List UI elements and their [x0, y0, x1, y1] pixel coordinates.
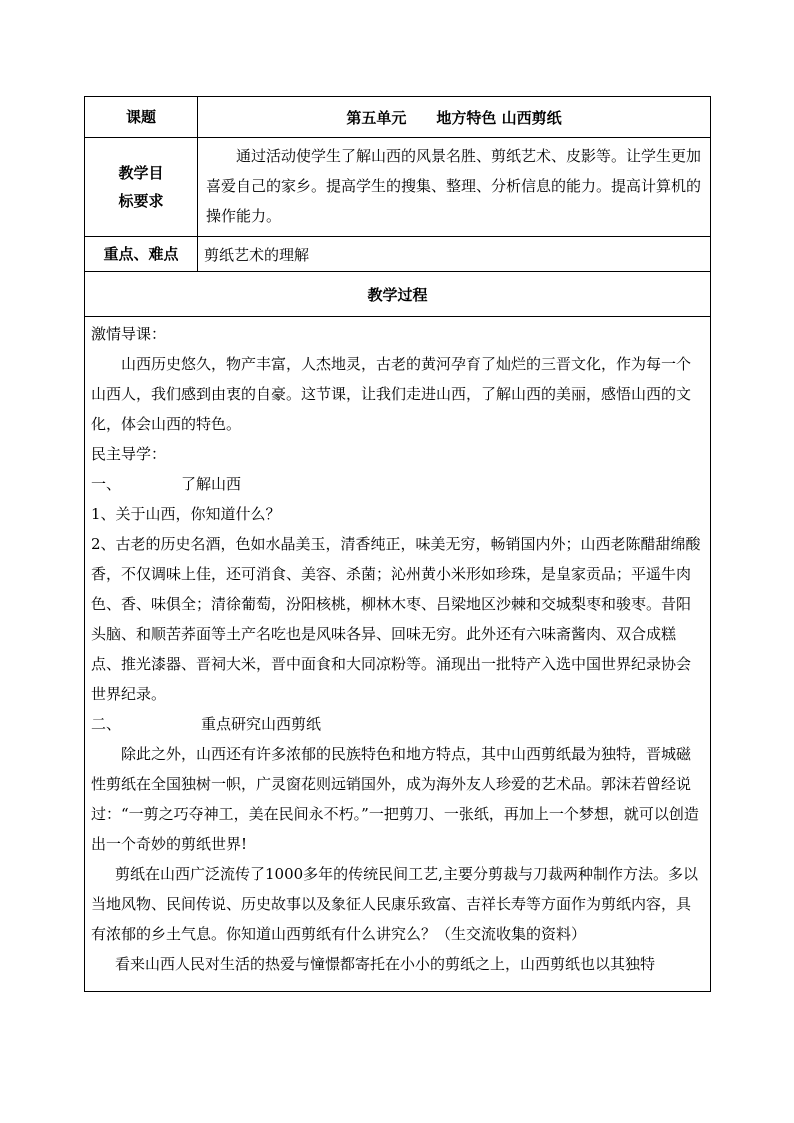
- section-2-title: 重点研究山西剪纸: [201, 715, 322, 733]
- key-label: 重点、难点: [85, 237, 198, 272]
- paper-cut-paragraph-3: 看来山西人民对生活的热爱与憧憬都寄托在小小的剪纸之上，山西剪纸也以其独特: [115, 955, 656, 973]
- goal-text: 通过活动使学生了解山西的风景名胜、剪纸艺术、皮影等。让学生更加喜爱自己的家乡。提高学生的搜集、整理、分析信息的能力。提高计算机的操作能力。: [206, 147, 702, 225]
- intro-heading: 激情导课：: [91, 325, 167, 343]
- section-2-number: 二、: [91, 715, 122, 733]
- process-head-row: [85, 272, 711, 317]
- goal-value: [198, 138, 711, 237]
- paper-cut-paragraph-2: 剪纸在山西广泛流传了1000多年的传统民间工艺,主要分剪裁与刀裁两种制作方法。多以当地风物、民间传说、历史故事以及象征人民康乐致富、吉祥长寿等方面作为剪纸内容，具有浓郁的乡土气息。你知道山西剪纸有什么讲究么？（生交流收集的资料）: [91, 865, 698, 943]
- question-1: 1、关于山西，你知道什么？: [91, 505, 281, 523]
- section-1-heading: [91, 469, 704, 499]
- key-row: [85, 237, 711, 272]
- process-body-row: [85, 317, 711, 992]
- lesson-plan-table: [84, 96, 711, 992]
- intro-paragraph: 山西历史悠久，物产丰富，人杰地灵，古老的黄河孕育了灿烂的三晋文化，作为每一个山西人，我们感到由衷的自豪。这节课，让我们走进山西，了解山西的美丽，感悟山西的文化，体会山西的特色。: [91, 355, 692, 433]
- topic-value: [198, 97, 711, 138]
- question-2: 2、古老的历史名酒，色如水晶美玉，清香纯正，味美无穷，畅销国内外；山西老陈醋甜绵酸香，不仅调味上佳，还可消食、美容、杀菌；沁州黄小米形如珍珠，是皇家贡品；平遥牛肉色、香、味俱全；清徐葡萄，汾阳核桃，柳林木枣、吕梁地区沙棘和交城梨枣和骏枣。昔阳头脑、和顺苦荞面等土产名吃也是风味各异、回味无穷。此外还有六味斋酱肉、双合成糕点、推光漆器、晋祠大米，晋中面食和大同凉粉等。涌现出一批特产入选中国世界纪录协会世界纪录。: [91, 535, 701, 703]
- section-1-title: 了解山西: [181, 475, 242, 493]
- key-value: 剪纸艺术的理解: [198, 237, 711, 272]
- goal-row: [85, 138, 711, 237]
- unit-name: 第五单元: [346, 108, 407, 127]
- paper-cut-paragraph-1: 除此之外，山西还有许多浓郁的民族特色和地方特点，其中山西剪纸最为独特，晋城磁性剪纸在全国独树一帜，广灵窗花则远销国外，成为海外友人珍爱的艺术品。郭沫若曾经说过：“一剪之巧夺神工，美在民间永不朽。”一把剪刀、一张纸，再加上一个梦想，就可以创造出一个奇妙的剪纸世界!: [91, 745, 699, 853]
- process-title: 教学过程: [85, 272, 711, 317]
- guide-heading: 民主导学：: [91, 445, 167, 463]
- goal-label-line2: 标要求: [118, 192, 164, 210]
- unit-title: 地方特色 山西剪纸: [436, 108, 562, 127]
- topic-row: [85, 97, 711, 138]
- topic-label: 课题: [85, 97, 198, 138]
- section-2-heading: [91, 709, 704, 739]
- process-content: [85, 317, 711, 992]
- goal-label-line1: 教学目: [118, 164, 164, 182]
- goal-label: [85, 138, 198, 237]
- section-1-number: 一、: [91, 475, 122, 493]
